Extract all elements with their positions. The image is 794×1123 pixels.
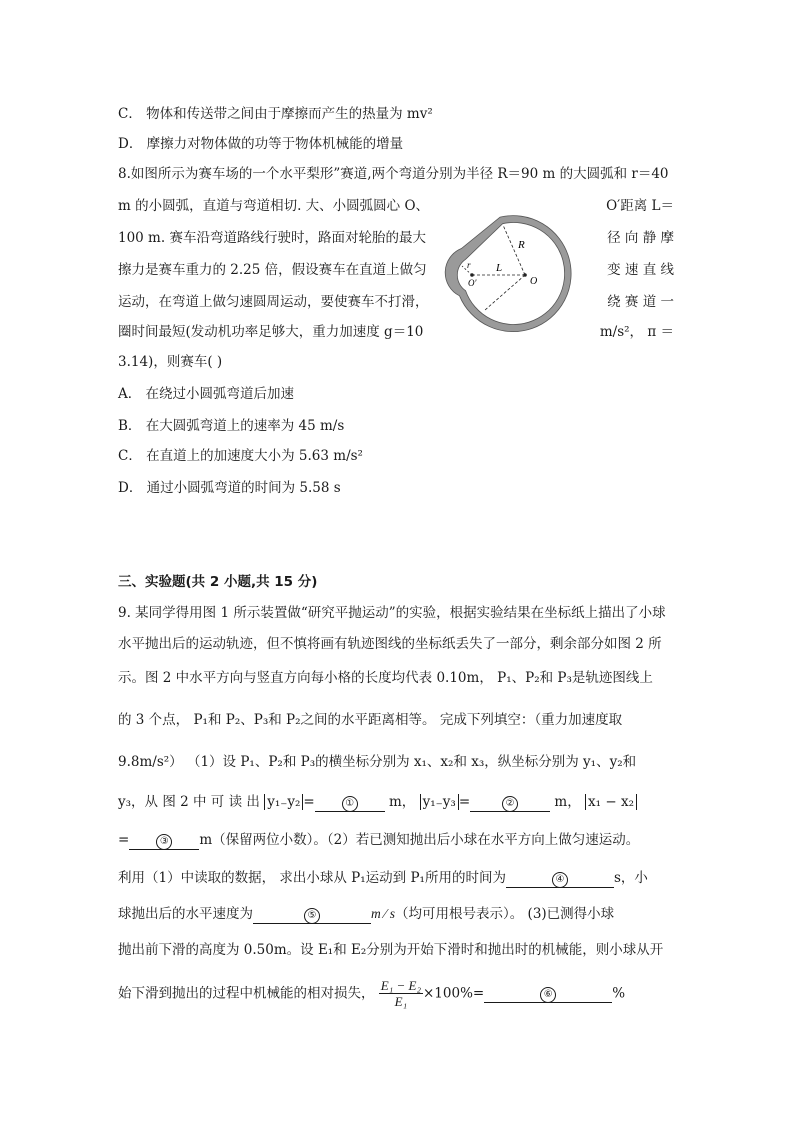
- q7-option-d: D． 摩擦力对物体做的功等于物体机械能的增量: [118, 136, 404, 152]
- eq-sign-3: =: [118, 832, 130, 848]
- q9-line-6-lead: y₃，从 图 2 中 可 读 出: [118, 794, 260, 810]
- q9-line-4: 的 3 个点， P₁和 P₂、P₃和 P₂之间的水平距离相等。 完成下列填空：（重力加速度取: [118, 712, 623, 728]
- q8-line-6: [118, 322, 674, 342]
- q8-line-4: [118, 260, 674, 280]
- blank-1[interactable]: [315, 794, 385, 812]
- q8-line-5: [118, 292, 674, 312]
- q9-line-1: 9. 某同学得用图 1 所示装置做“研究平抛运动”的实验，根据实验结果在坐标纸上描出了小球: [118, 605, 666, 621]
- q8-line-3: [118, 228, 674, 248]
- q8-option-c: C． 在直道上的加速度大小为 5.63 m/s²: [118, 448, 363, 464]
- q9-line-8-tail: s，小: [613, 870, 648, 886]
- q8-line-2-left: m 的小圆弧，直道与弯道相切. 大、小圆弧圆心 O、: [118, 198, 430, 214]
- abs-y1-y3: y₁₋y₃: [420, 794, 459, 810]
- fraction-tail: ×100%=: [423, 985, 485, 1002]
- q8-line-2: [118, 196, 674, 216]
- label-O-prime: O′: [468, 278, 477, 288]
- circle-6: ⑥: [540, 987, 556, 1003]
- pear-track-figure: [440, 198, 590, 333]
- q8-line-2-right: O′距离 L＝: [606, 198, 674, 214]
- q9-line-6: [118, 792, 637, 812]
- q8-line-4-right: 变 速 直 线: [607, 262, 674, 278]
- q8-line-5-left: 运动，在弯道上做匀速圆周运动，要使赛车不打滑，: [118, 294, 429, 310]
- unit-2: m，: [554, 794, 581, 810]
- label-L: L: [496, 262, 503, 274]
- q8-line-1: 8.如图所示为赛车场的一个水平梨形”赛道,两个弯道分别为半径 R＝90 m 的大圆弧和 r＝40: [118, 166, 669, 182]
- q8-line-3-right: 径 向 静 摩: [607, 230, 674, 246]
- q8-line-4-left: 擦力是赛车重力的 2.25 倍，假设赛车在直道上做匀: [118, 262, 427, 278]
- abs-x1-x2: x₁ − x₂: [585, 794, 637, 810]
- unit-m-per-s: m ⁄ s: [371, 906, 396, 921]
- energy-loss-fraction: [379, 978, 423, 1009]
- circle-5: ⑤: [304, 908, 320, 924]
- unit-1: m，: [389, 794, 416, 810]
- abs-y1-y2: y₁₋y₂: [264, 794, 303, 810]
- circle-2: ②: [502, 796, 518, 812]
- q9-line-9: [118, 904, 614, 924]
- fraction-denominator: E₁: [394, 994, 408, 1009]
- q8-line-3-left: 100 m. 赛车沿弯道路线行驶时，路面对轮胎的最大: [118, 230, 426, 246]
- q9-line-11-text: 始下滑到抛出的过程中机械能的相对损失，: [118, 985, 375, 1002]
- q9-line-9-tail: （均可用根号表示）。 (3)已测得小球: [395, 906, 615, 922]
- q8-line-7: 3.14)，则赛车( ): [118, 354, 223, 370]
- label-R: R: [518, 239, 525, 251]
- blank-2[interactable]: [470, 794, 550, 812]
- q9-line-2: 水平抛出后的运动轨迹，但不慎将画有轨迹图线的坐标纸丢失了一部分，剩余部分如图 2 所: [118, 636, 662, 652]
- q9-line-7: [118, 830, 639, 850]
- blank-3[interactable]: [129, 832, 199, 850]
- q8-option-d: D． 通过小圆弧弯道的时间为 5.58 s: [118, 480, 341, 496]
- q9-line-8-text: 利用（1）中读取的数据， 求出小球从 P₁运动到 P₁所用的时间为: [118, 870, 506, 886]
- blank-4[interactable]: [506, 870, 614, 888]
- circle-1: ①: [342, 796, 358, 812]
- section-3-heading: 三、实验题(共 2 小题,共 15 分): [118, 574, 318, 590]
- q9-line-10: 抛出前下滑的高度为 0.50m。设 E₁和 E₂分别为开始下滑时和抛出时的机械能，则小球从开: [118, 942, 664, 958]
- eq-sign-2: =: [458, 794, 471, 810]
- blank-5[interactable]: [253, 906, 371, 924]
- circle-4: ④: [552, 872, 568, 888]
- label-O: O: [530, 276, 538, 287]
- q9-line-5: 9.8m/s²） （1）设 P₁、P₂和 P₃的横坐标分别为 x₁、x₂和 x₃，纵坐标分别为 y₁、y₂和: [118, 754, 637, 770]
- blank-6[interactable]: [484, 985, 612, 1003]
- q8-option-a: A． 在绕过小圆弧弯道后加速: [118, 386, 295, 402]
- q9-line-3: 示。图 2 中水平方向与竖直方向每小格的长度均代表 0.10m， P₁、P₂和 P₃是轨迹图线上: [118, 670, 653, 686]
- label-r: r: [467, 260, 471, 270]
- q9-line-11: [118, 978, 625, 1009]
- q9-line-9-text: 球抛出后的水平速度为: [118, 906, 253, 922]
- q8-option-b: B． 在大圆弧弯道上的速率为 45 m/s: [118, 418, 345, 434]
- q8-line-5-right: 绕 赛 道 一: [607, 294, 674, 310]
- percent-sign: %: [612, 985, 626, 1002]
- circle-3: ③: [156, 834, 172, 850]
- fraction-numerator: E₁ − E₂: [380, 978, 421, 993]
- eq-sign-1: =: [303, 794, 315, 810]
- center-O-prime-dot: [470, 273, 474, 277]
- center-O-dot: [523, 273, 527, 277]
- q8-line-6-right: m/s²， π ＝: [599, 324, 674, 340]
- q9-line-8: [118, 868, 648, 888]
- q9-line-7-text: m（保留两位小数）。（2）若已测知抛出后小球在水平方向上做匀速运动。: [199, 832, 640, 848]
- q7-option-c: C． 物体和传送带之间由于摩擦而产生的热量为 mv²: [118, 106, 433, 122]
- q8-line-6-left: 圈时间最短(发动机功率足够大，重力加速度 g＝10: [118, 324, 424, 340]
